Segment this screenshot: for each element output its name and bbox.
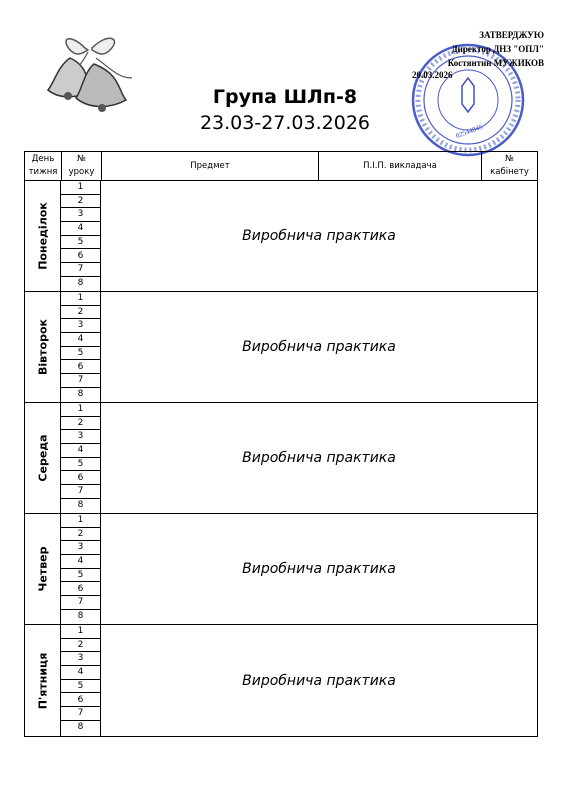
lesson-number: 3 bbox=[61, 208, 100, 222]
lesson-number: 1 bbox=[61, 625, 100, 639]
lesson-number: 5 bbox=[61, 680, 100, 694]
page-title: Група ШЛп-8 bbox=[212, 86, 358, 108]
lesson-number: 3 bbox=[61, 541, 100, 555]
day-name-cell bbox=[25, 181, 61, 291]
day-name-cell bbox=[25, 625, 61, 736]
lesson-number: 2 bbox=[61, 306, 100, 320]
lesson-number: 8 bbox=[77, 277, 84, 288]
day-block bbox=[25, 625, 537, 736]
bells-icon bbox=[40, 28, 140, 118]
lesson-number: 7 bbox=[61, 374, 100, 388]
lesson-number: 4 bbox=[61, 222, 100, 236]
day-name-cell bbox=[25, 292, 61, 402]
svg-text:02544845: 02544845 bbox=[454, 122, 484, 140]
day-name: Понеділок bbox=[36, 202, 49, 270]
lesson-number: 6 bbox=[61, 583, 100, 597]
header-subject: Предмет bbox=[190, 160, 230, 171]
day-name: Четвер bbox=[36, 546, 49, 592]
lesson-number: 2 bbox=[61, 528, 100, 542]
lesson-number: 5 bbox=[61, 347, 100, 361]
table-header bbox=[25, 152, 537, 181]
lesson-number: 1 bbox=[61, 514, 100, 528]
lesson-number: 3 bbox=[61, 430, 100, 444]
approval-name: Костянтин МУЖИКОВ bbox=[447, 58, 544, 68]
header-day: День тижня bbox=[28, 154, 58, 177]
lesson-numbers bbox=[61, 514, 101, 624]
day-block bbox=[25, 403, 537, 514]
approval-date: 20.03.2026 bbox=[412, 70, 453, 80]
lesson-number: 1 bbox=[61, 181, 100, 195]
day-block bbox=[25, 514, 537, 625]
lesson-number: 8 bbox=[77, 499, 84, 510]
lesson-number: 4 bbox=[61, 666, 100, 680]
lesson-number: 2 bbox=[61, 195, 100, 209]
lesson-numbers bbox=[61, 625, 101, 736]
lesson-number: 5 bbox=[61, 458, 100, 472]
lesson-number: 8 bbox=[77, 388, 84, 399]
day-name-cell bbox=[25, 403, 61, 513]
lesson-number: 3 bbox=[61, 319, 100, 333]
subject-cell: Виробнича практика bbox=[242, 672, 396, 689]
lesson-number: 8 bbox=[77, 610, 84, 621]
header-lesson: № уроку bbox=[68, 154, 95, 177]
approval-block bbox=[394, 28, 544, 70]
lesson-number: 4 bbox=[61, 444, 100, 458]
subject-cell: Виробнича практика bbox=[242, 339, 396, 355]
subject-cell: Виробнича практика bbox=[242, 561, 396, 577]
lesson-number: 5 bbox=[61, 569, 100, 583]
lesson-number: 7 bbox=[61, 263, 100, 277]
lesson-numbers bbox=[61, 403, 101, 513]
day-name: П'ятниця bbox=[36, 652, 49, 709]
subject-cell: Виробнича практика bbox=[242, 228, 396, 244]
lesson-number: 7 bbox=[61, 596, 100, 610]
lesson-number: 4 bbox=[61, 555, 100, 569]
lesson-numbers bbox=[61, 292, 101, 402]
lesson-number: 6 bbox=[61, 694, 100, 708]
lesson-number: 3 bbox=[61, 652, 100, 666]
lesson-number: 6 bbox=[61, 361, 100, 375]
approval-title: ЗАТВЕРДЖУЮ bbox=[479, 30, 544, 40]
lesson-number: 5 bbox=[61, 236, 100, 250]
lesson-number: 1 bbox=[61, 403, 100, 417]
lesson-number: 7 bbox=[61, 707, 100, 721]
lesson-number: 6 bbox=[61, 250, 100, 264]
lesson-number: 7 bbox=[61, 485, 100, 499]
page-subtitle: 23.03-27.03.2026 bbox=[199, 112, 371, 134]
lesson-number: 4 bbox=[61, 333, 100, 347]
lesson-number: 8 bbox=[77, 721, 84, 732]
lesson-numbers bbox=[61, 181, 101, 291]
day-name-cell bbox=[25, 514, 61, 624]
day-name: Вівторок bbox=[36, 319, 49, 375]
lesson-number: 6 bbox=[61, 472, 100, 486]
header-room: № кабінету bbox=[490, 154, 529, 177]
day-block bbox=[25, 181, 537, 292]
schedule-table bbox=[24, 151, 538, 737]
day-block bbox=[25, 292, 537, 403]
header-teacher: П.І.П. викладача bbox=[363, 160, 437, 171]
lesson-number: 2 bbox=[61, 639, 100, 653]
lesson-number: 1 bbox=[61, 292, 100, 306]
lesson-number: 2 bbox=[61, 417, 100, 431]
approval-position: Директор ДНЗ "ОПЛ" bbox=[451, 44, 544, 54]
subject-cell: Виробнича практика bbox=[242, 450, 396, 466]
day-name: Середа bbox=[36, 434, 49, 482]
